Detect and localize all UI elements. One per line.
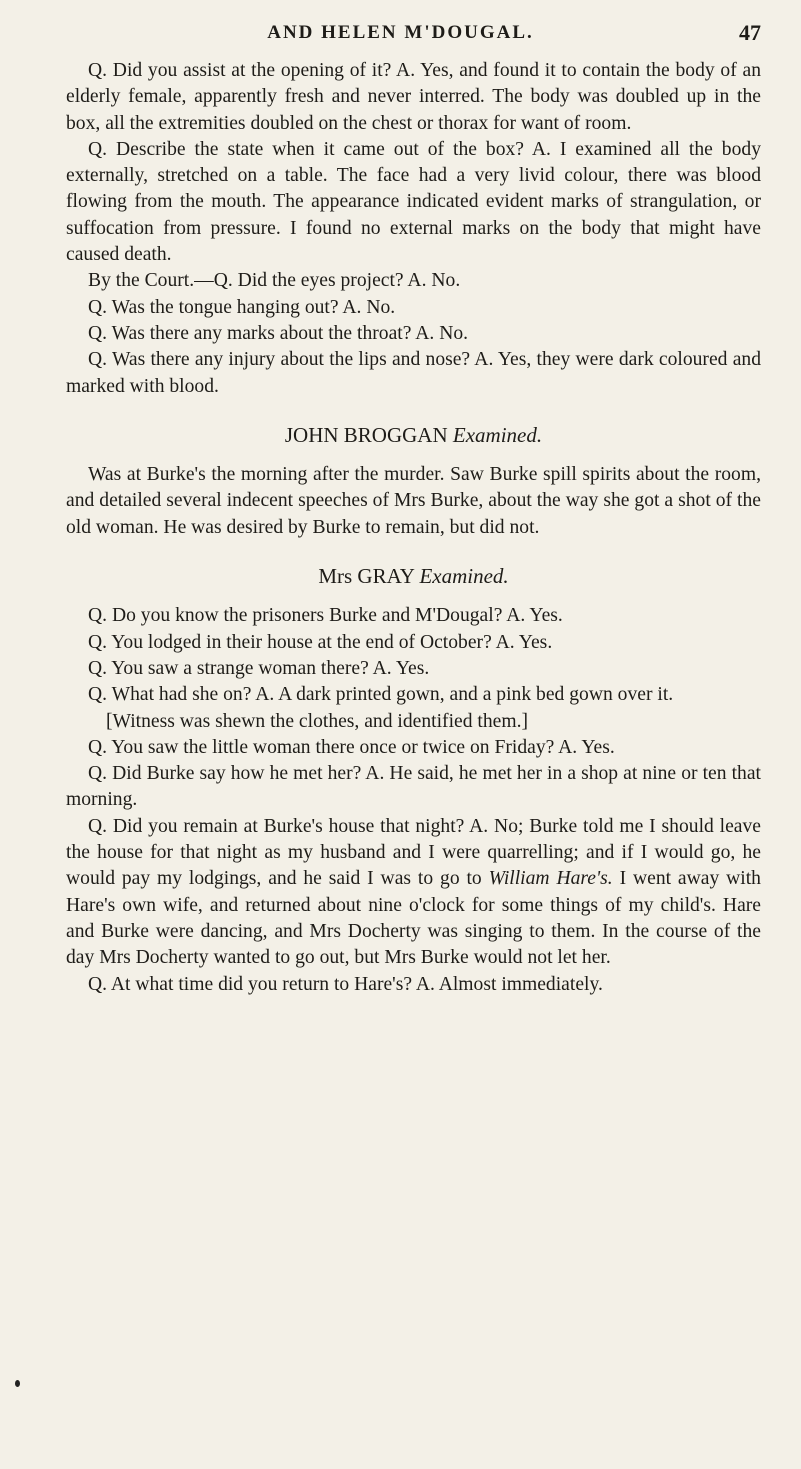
running-head xyxy=(0,20,801,50)
paragraph: Q. At what time did you return to Hare's? A. Almost immediately. xyxy=(88,973,603,995)
paragraph: Q. You saw a strange woman there? A. Yes. xyxy=(88,657,430,679)
paragraph: Q. Did Burke say how he met her? A. He said, he met her in a shop at nine or ten that morning. xyxy=(66,763,761,811)
text-run: I went away with Hare's own wife, and returned about nine o'clock for some things of my child's. Hare and Burke were dancing, and Mrs Docherty was singing to them. In the course of the day Mrs Docherty wanted to go out, but Mrs Burke would not let her. xyxy=(66,868,761,969)
paragraph: Q. You saw the little woman there once or twice on Friday? A. Yes. xyxy=(88,736,615,758)
section-heading xyxy=(66,422,761,448)
paragraph: By the Court.—Q. Did the eyes project? A. No. xyxy=(88,270,461,292)
paragraph: Q. Did you assist at the opening of it? A. Yes, and found it to contain the body of an elderly female, apparently fresh and never interred. The body was doubled up in the box, all the extremities doubled on the chest or thorax for want of room. xyxy=(66,60,761,134)
paragraph: Q. Was the tongue hanging out? A. No. xyxy=(88,296,396,318)
paragraph: Q. Was there any injury about the lips and nose? A. Yes, they were dark coloured and marked with blood. xyxy=(66,349,761,397)
page-number: 47 xyxy=(739,20,761,45)
heading-examined: Examined. xyxy=(452,422,543,447)
paragraph: Q. What had she on? A. A dark printed gown, and a pink bed gown over it. xyxy=(88,684,674,706)
section-heading xyxy=(66,563,761,589)
paragraph: Was at Burke's the morning after the murder. Saw Burke spill spirits about the room, and detailed several indecent speeches of Mrs Burke, about the way she got a shot of the old woman. He was desired by Burke to remain, but did not. xyxy=(66,464,761,538)
body-text xyxy=(66,58,761,998)
paragraph: Q. Do you know the prisoners Burke and M'Dougal? A. Yes. xyxy=(88,605,563,627)
running-title: AND HELEN M'DOUGAL. xyxy=(267,22,534,43)
paragraph: Q. You lodged in their house at the end of October? A. Yes. xyxy=(88,631,553,653)
text-run: Q. Did you remain at Burke's house that night? A. No; Burke told me I should leave the house for that night as my husband and I were quarrelling; and if I would go, he would pay my lodgings, and he said I was to go to xyxy=(66,815,761,890)
italic-name: William Hare's. xyxy=(488,868,613,890)
paragraph: Q. Describe the state when it came out of the box? A. I examined all the body externally, stretched on a table. The face had a very livid colour, there was blood flowing from the mouth. The appearance indicated evident marks of strangulation, or suffocation from pressure. I found no external marks on the body that might have caused death. xyxy=(66,138,761,266)
heading-examined: Examined. xyxy=(419,564,509,589)
margin-mark xyxy=(15,1380,20,1387)
paragraph xyxy=(66,814,761,972)
paragraph: [Witness was shewn the clothes, and identified them.] xyxy=(106,710,529,732)
witness-name: JOHN BROGGAN xyxy=(284,422,448,447)
witness-name: Mrs GRAY xyxy=(318,564,415,589)
paragraph: Q. Was there any marks about the throat? A. No. xyxy=(88,322,469,344)
